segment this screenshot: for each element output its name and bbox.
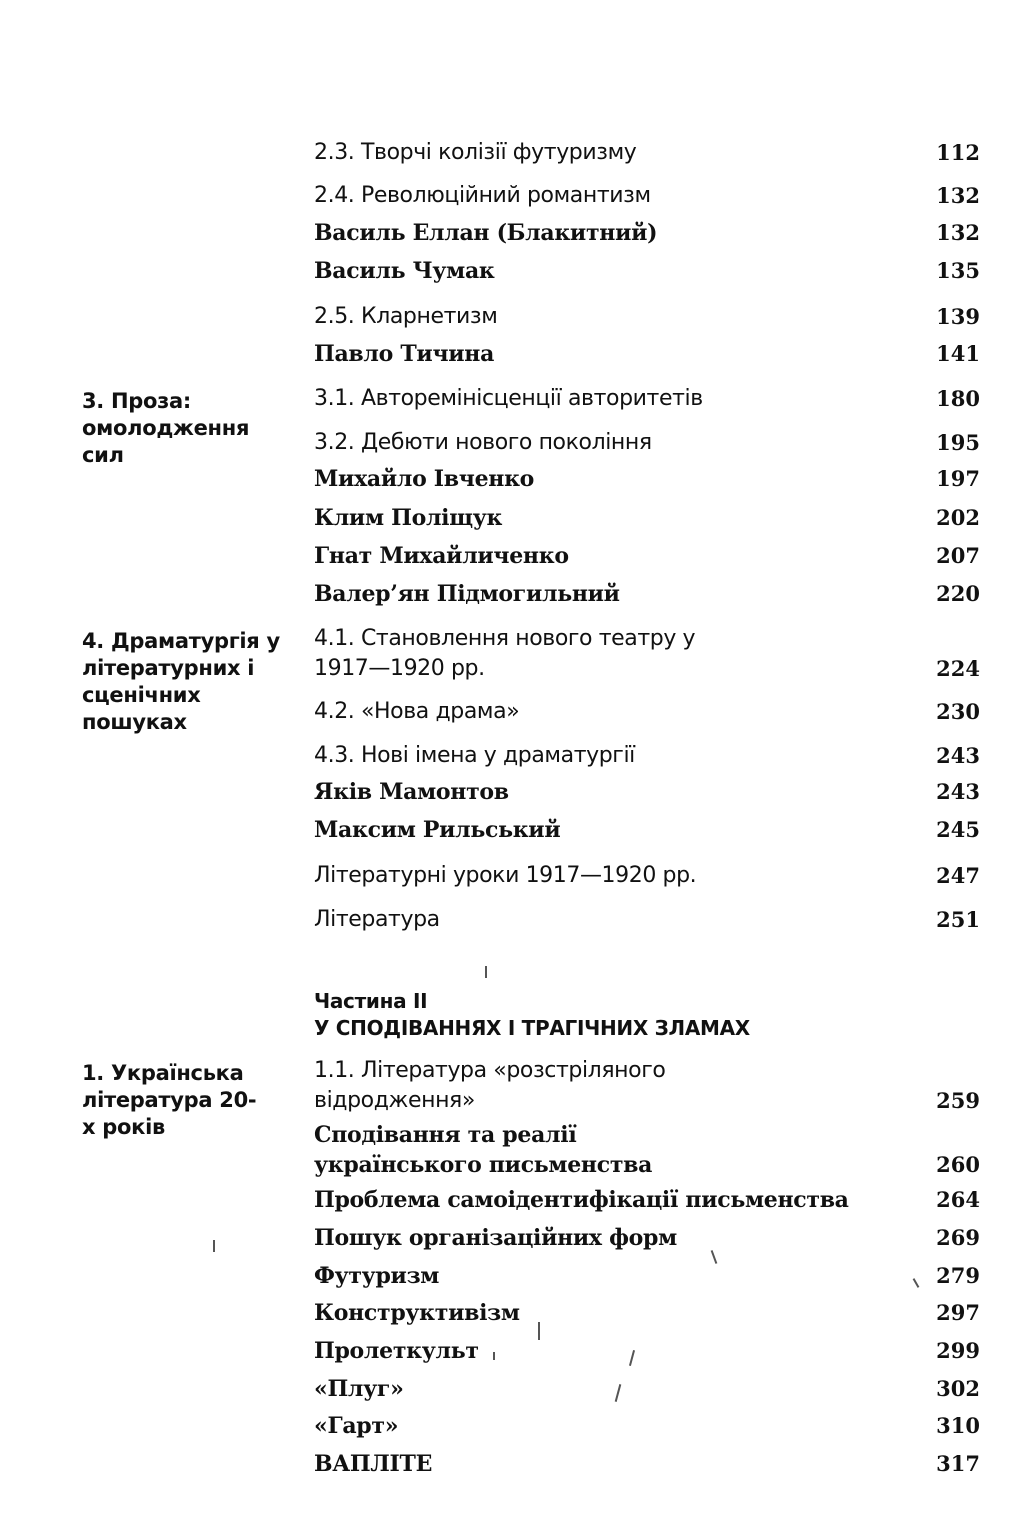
entry-page: 195	[936, 430, 980, 455]
toc-entry	[314, 1374, 980, 1404]
entry-page: 299	[936, 1338, 980, 1363]
part-number: Частина II	[314, 989, 428, 1013]
toc-entry	[314, 1120, 980, 1180]
toc-entry	[314, 1336, 980, 1366]
entry-page: 260	[936, 1152, 980, 1177]
part-heading	[314, 988, 980, 1042]
entry-title: 2.4. Революційний романтизм	[314, 183, 651, 208]
entry-title: Літературні уроки 1917—1920 рр.	[314, 863, 697, 888]
entry-page: 297	[936, 1300, 980, 1325]
entry-title: Яків Мамонтов	[314, 779, 509, 805]
entry-title: Конструктивізм	[314, 1300, 520, 1326]
section-heading: 3. Проза: омолодження сил	[82, 389, 250, 467]
section-heading: 4. Драматургія у літературних і сценічних пошуках	[82, 629, 280, 734]
toc-entry	[314, 181, 980, 211]
entry-title: 4.2. «Нова драма»	[314, 699, 520, 724]
toc-entry	[314, 579, 980, 609]
entry-page: 251	[936, 907, 980, 932]
toc-entry	[314, 1223, 980, 1253]
entry-title: ВАПЛІТЕ	[314, 1451, 433, 1477]
toc-entry	[314, 861, 980, 891]
entry-title: Пролеткульт	[314, 1338, 479, 1364]
entry-page: 259	[936, 1088, 980, 1113]
toc-entry	[314, 339, 980, 369]
entry-page: 247	[936, 863, 980, 888]
entry-title: Пошук організаційних форм	[314, 1225, 677, 1251]
part-title: У СПОДІВАННЯХ І ТРАГІЧНИХ ЗЛАМАХ	[314, 1016, 750, 1040]
entry-page: 132	[936, 183, 980, 208]
entry-title: 2.5. Кларнетизм	[314, 304, 498, 329]
entry-title: Павло Тичина	[314, 341, 495, 367]
toc-entry	[314, 503, 980, 533]
toc-entry	[314, 464, 980, 494]
entry-page: 230	[936, 699, 980, 724]
entry-page: 243	[936, 779, 980, 804]
toc-entry	[314, 777, 980, 807]
toc-entry	[314, 302, 980, 332]
toc-entry	[314, 384, 980, 414]
toc-entry	[314, 1298, 980, 1328]
toc-entry	[314, 1261, 980, 1291]
entry-title: Клим Поліщук	[314, 505, 503, 531]
toc-entry	[314, 624, 980, 684]
scan-speck	[485, 966, 487, 978]
entry-page: 317	[936, 1451, 980, 1476]
scan-speck	[213, 1240, 215, 1252]
entry-title: Василь Еллан (Блакитний)	[314, 220, 658, 246]
entry-title: Михайло Івченко	[314, 466, 535, 492]
toc-entry	[314, 1449, 980, 1479]
entry-page: 279	[936, 1263, 980, 1288]
entry-title: «Гарт»	[314, 1413, 399, 1439]
entry-title: «Плуг»	[314, 1376, 404, 1402]
entry-page: 302	[936, 1376, 980, 1401]
toc-entry	[314, 905, 980, 935]
entry-title: Проблема самоідентифікації письменства	[314, 1187, 849, 1213]
entry-title: Футуризм	[314, 1263, 440, 1289]
entry-title: 1.1. Література «розстріляного відродження»	[314, 1058, 666, 1113]
toc-entry	[314, 541, 980, 571]
section-heading: 1. Українська література 20-х років	[82, 1061, 257, 1139]
toc-entry	[314, 428, 980, 458]
entry-title: 4.1. Становлення нового театру у 1917—1920 рр.	[314, 626, 696, 681]
entry-page: 139	[936, 304, 980, 329]
entry-page: 224	[936, 656, 980, 681]
entry-page: 207	[936, 543, 980, 568]
entry-page: 132	[936, 220, 980, 245]
entry-page: 202	[936, 505, 980, 530]
toc-entry	[314, 697, 980, 727]
toc-entry	[314, 1185, 980, 1215]
toc-entry	[314, 1411, 980, 1441]
entry-title: 2.3. Творчі колізії футуризму	[314, 140, 637, 165]
entry-title: 3.1. Авторемінісценції авторитетів	[314, 386, 703, 411]
entry-page: 197	[936, 466, 980, 491]
toc-entry	[314, 256, 980, 286]
entry-page: 245	[936, 817, 980, 842]
entry-title: Валер’ян Підмогильний	[314, 581, 620, 607]
entry-title: Гнат Михайличенко	[314, 543, 569, 569]
entry-page: 220	[936, 581, 980, 606]
entry-title: Василь Чумак	[314, 258, 495, 284]
toc-entry	[314, 1056, 980, 1116]
entry-page: 264	[936, 1187, 980, 1212]
entry-page: 269	[936, 1225, 980, 1250]
scan-speck	[538, 1322, 540, 1340]
toc-entry	[314, 218, 980, 248]
entry-title: Сподівання та реалії українського письменства	[314, 1122, 653, 1178]
entry-title: Максим Рильський	[314, 817, 561, 843]
entry-page: 310	[936, 1413, 980, 1438]
scan-speck	[493, 1352, 495, 1360]
entry-page: 243	[936, 743, 980, 768]
entry-page: 135	[936, 258, 980, 283]
entry-title: 4.3. Нові імена у драматургії	[314, 743, 635, 768]
toc-entry	[314, 138, 980, 168]
entry-page: 112	[936, 140, 980, 165]
entry-page: 180	[936, 386, 980, 411]
entry-title: Література	[314, 907, 440, 932]
toc-entry	[314, 815, 980, 845]
entry-page: 141	[936, 341, 980, 366]
entry-title: 3.2. Дебюти нового покоління	[314, 430, 652, 455]
toc-entry	[314, 741, 980, 771]
